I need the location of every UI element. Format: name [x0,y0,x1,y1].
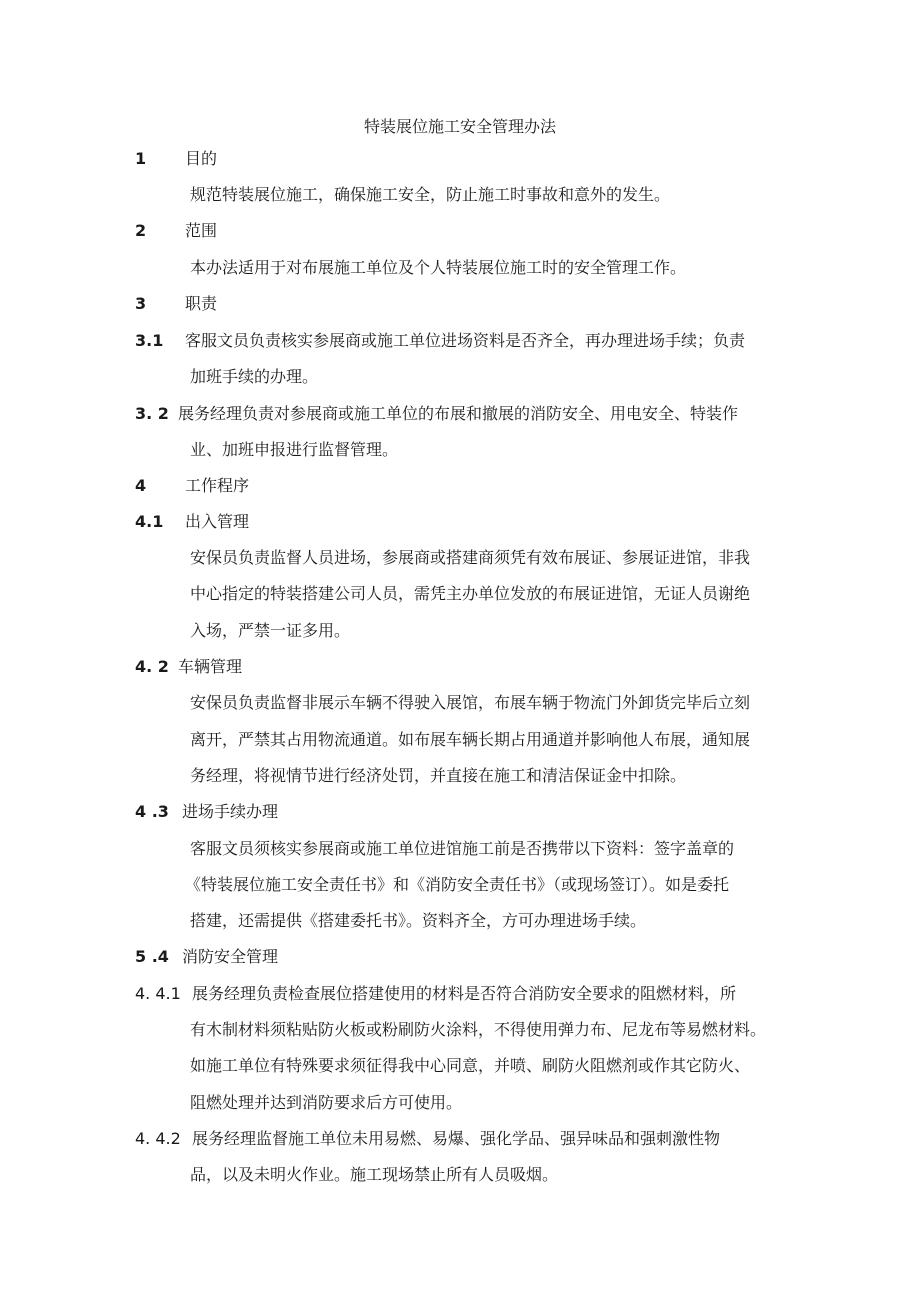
paragraph-line: 规范特装展位施工，确保施工安全，防止施工时事故和意外的发生。 [190,185,671,204]
section-heading: 进场手续办理 [182,802,279,821]
section-heading: 消防安全管理 [182,947,279,966]
section-number: 4 [135,476,147,495]
section-heading: 范围 [185,221,218,240]
paragraph-line: 本办法适用于对布展施工单位及个人特装展位施工时的安全管理工作。 [190,258,687,277]
paragraph-line: 客服文员负责核实参展商或施工单位进场资料是否齐全，再办理进场手续；负责 [185,331,746,350]
section-heading: 目的 [185,149,218,168]
paragraph-line: 离开，严禁其占用物流通道。如布展车辆长期占用通道并影响他人布展，通知展 [190,730,751,749]
paragraph-line: 业、加班申报进行监督管理。 [190,440,399,459]
paragraph-line: 安保员负责监督人员进场，参展商或搭建商须凭有效布展证、参展证进馆，非我 [190,548,751,567]
section-number: 4 .3 [135,802,169,821]
paragraph-line: 展务经理负责对参展商或施工单位的布展和撤展的消防安全、用电安全、特装作 [178,404,739,423]
paragraph-line: 如施工单位有特殊要求须征得我中心同意，并喷、刷防火阻燃剂或作其它防火、 [190,1056,751,1075]
paragraph-line: 安保员负责监督非展示车辆不得驶入展馆，布展车辆于物流门外卸货完毕后立刻 [190,693,751,712]
paragraph-line: 搭建，还需提供《搭建委托书》。资料齐全，方可办理进场手续。 [190,911,647,930]
paragraph-line: 中心指定的特装搭建公司人员，需凭主办单位发放的布展证进馆，无证人员谢绝 [190,584,751,603]
paragraph-line: 展务经理负责检查展位搭建使用的材料是否符合消防安全要求的阻燃材料，所 [192,984,737,1003]
paragraph-line: 务经理，将视情节进行经济处罚，并直接在施工和清洁保证金中扣除。 [190,766,687,785]
paragraph-line: 客服文员须核实参展商或施工单位进馆施工前是否携带以下资料：签字盖章的 [190,839,735,858]
paragraph-line: 有木制材料须粘贴防火板或粉刷防火涂料，不得使用弹力布、尼龙布等易燃材料。 [190,1020,767,1039]
section-number: 3 [135,294,147,313]
section-heading: 车辆管理 [178,657,243,676]
section-number: 4. 2 [135,657,169,676]
section-heading: 职责 [185,294,218,313]
section-heading: 出入管理 [185,512,250,531]
paragraph-line: 《特装展位施工安全责任书》和《消防安全责任书》（或现场签订）。如是委托 [185,875,730,894]
section-number: 1 [135,149,147,168]
section-heading: 工作程序 [185,476,250,495]
section-number: 3. 2 [135,404,169,423]
paragraph-line: 展务经理监督施工单位未用易燃、易爆、强化学品、强异味品和强刺激性物 [192,1129,721,1148]
paragraph-line: 入场，严禁一证多用。 [190,621,351,640]
section-number: 4. 4.1 [135,984,181,1003]
section-number: 4.1 [135,512,164,531]
document-title: 特装展位施工安全管理办法 [363,117,556,136]
paragraph-line: 加班手续的办理。 [190,367,319,386]
section-number: 2 [135,221,147,240]
section-number: 5 .4 [135,947,169,966]
section-number: 4. 4.2 [135,1129,181,1148]
paragraph-line: 阻燃处理并达到消防要求后方可使用。 [190,1093,463,1112]
section-number: 3.1 [135,331,164,350]
paragraph-line: 品，以及未明火作业。施工现场禁止所有人员吸烟。 [190,1165,559,1184]
